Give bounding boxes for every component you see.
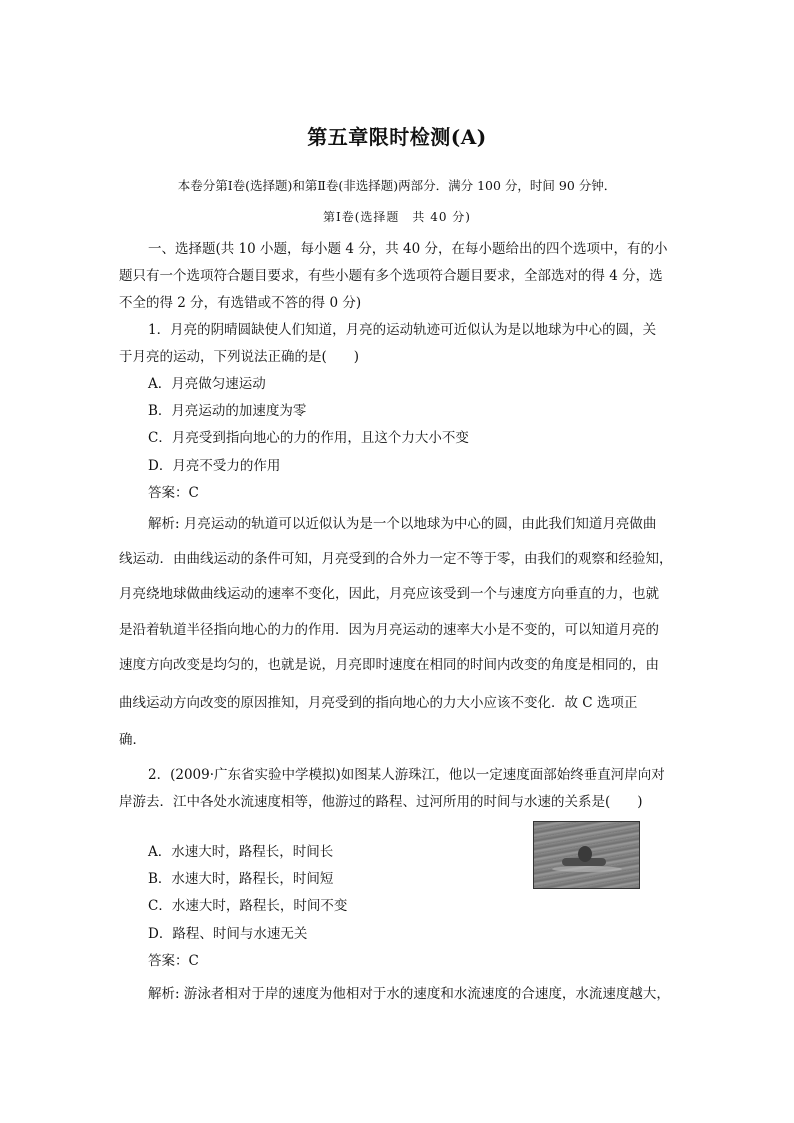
q2-stem-line: 2．(2009·广东省实验中学模拟)如图某人游珠江，他以一定速度面部始终垂直河岸向对 [148, 767, 665, 783]
exam-intro: 本卷分第Ⅰ卷(选择题)和第Ⅱ卷(非选择题)两部分．满分 100 分，时间 90 分钟． [177, 178, 617, 193]
swimmer-photo [533, 821, 640, 889]
q2-answer: 答案：C [148, 953, 199, 969]
section-heading: 第Ⅰ卷(选择题 共 40 分) [322, 210, 471, 224]
q1-option-c: C．月亮受到指向地心的力的作用，且这个力大小不变 [148, 430, 469, 446]
q2-analysis-line: 解析: 游泳者相对于岸的速度为他相对于水的速度和水流速度的合速度，水流速度越大， [148, 986, 670, 1002]
q1-stem-line: 于月亮的运动，下列说法正确的是( ) [119, 349, 360, 365]
page-title: 第五章限时检测(A) [307, 125, 487, 149]
q1-analysis-line: 月亮绕地球做曲线运动的速率不变化，因此，月亮应该受到一个与速度方向垂直的力，也就 [119, 586, 659, 602]
q1-option-b: B．月亮运动的加速度为零 [148, 403, 307, 419]
q2-option-d: D．路程、时间与水速无关 [148, 926, 308, 942]
q1-option-a: A．月亮做匀速运动 [148, 376, 266, 392]
q1-analysis-line: 确． [119, 732, 146, 748]
q1-option-d: D．月亮不受力的作用 [148, 458, 281, 474]
q2-stem-line: 岸游去．江中各处水流速度相等，他游过的路程、过河所用的时间与水速的关系是( ) [119, 794, 643, 810]
instructions-line: 题只有一个选项符合题目要求，有些小题有多个选项符合题目要求，全部选对的得 4 分，选 [119, 268, 663, 284]
q1-analysis-line: 速度方向改变是均匀的，也就是说，月亮即时速度在相同的时间内改变的角度是相同的，由 [119, 657, 659, 673]
q1-analysis-line: 线运动．由曲线运动的条件可知，月亮受到的合外力一定不等于零，由我们的观察和经验知， [119, 551, 673, 567]
q1-stem-line: 1．月亮的阴晴圆缺使人们知道，月亮的运动轨迹可近似认为是以地球为中心的圆，关 [148, 322, 657, 338]
q2-option-a: A．水速大时，路程长，时间长 [148, 844, 334, 860]
q1-analysis-line: 是沿着轨道半径指向地心的力的作用．因为月亮运动的速率大小是不变的，可以知道月亮的 [119, 622, 659, 638]
q1-answer: 答案：C [148, 485, 199, 501]
q2-option-b: B．水速大时，路程长，时间短 [148, 871, 334, 887]
instructions-line: 不全的得 2 分，有选错或不答的得 0 分) [119, 295, 362, 311]
q1-analysis-line: 解析: 月亮运动的轨道可以近似认为是一个以地球为中心的圆，由此我们知道月亮做曲 [148, 516, 657, 532]
q2-option-c: C．水速大时，路程长，时间不变 [148, 898, 348, 914]
instructions-line: 一、选择题(共 10 小题，每小题 4 分，共 40 分，在每小题给出的四个选项中，有的小 [148, 241, 668, 257]
q1-analysis-line: 曲线运动方向改变的原因推知，月亮受到的指向地心的力大小应该不变化．故 C 选项正 [119, 695, 638, 711]
